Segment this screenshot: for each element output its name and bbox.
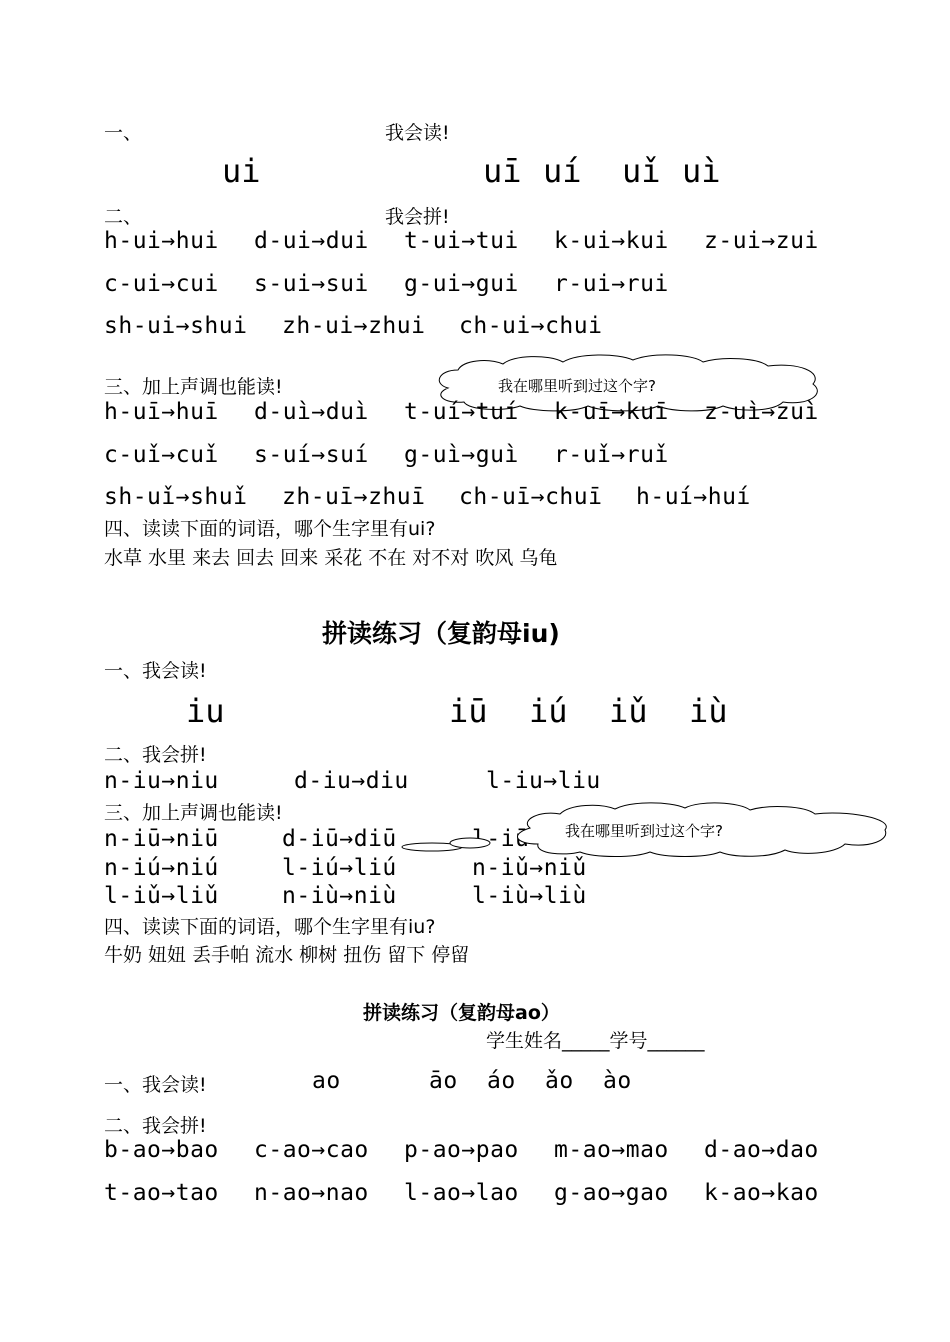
spell-item: g-ui→gui [404, 271, 519, 297]
tone-item: sh-uǐ→shuǐ [104, 484, 248, 510]
spell-item: s-ui→sui [254, 271, 369, 297]
tone-item: l-iù→liù [472, 883, 587, 909]
spell-item: ch-ui→chui [459, 313, 603, 339]
spell-item: b-ao→bao [104, 1137, 219, 1163]
spell-item: zh-ui→zhui [282, 313, 426, 339]
tone-item: ch-uī→chuī [459, 484, 603, 510]
iu-tone-1: iū [449, 692, 488, 730]
ui-s2-title: 我会拼! [385, 206, 450, 228]
spell-item: n-iu→niu [104, 768, 219, 794]
iu-title: 拼读练习（复韵母iu) [322, 619, 560, 648]
ui-s1-label: 一、 [104, 122, 143, 144]
spell-item: k-ao→kao [704, 1180, 819, 1206]
cloud-2-text: 我在哪里听到过这个字? [565, 822, 723, 840]
tone-item: k-uī→kuī [554, 399, 669, 425]
spell-item: z-ui→zui [704, 228, 819, 254]
ao-student-line: 学生姓名_____学号______ [486, 1030, 705, 1052]
tone-item: l-iǔ→liǔ [104, 883, 219, 909]
spell-item: k-ui→kui [554, 228, 669, 254]
tone-item: n-iǔ→niǔ [472, 855, 587, 881]
spell-item: sh-ui→shui [104, 313, 248, 339]
ui-s2-label: 二、 [104, 206, 143, 228]
tone-item: l-iú→liú [282, 855, 397, 881]
spell-item: d-ao→dao [704, 1137, 819, 1163]
tone-item: d-uì→duì [254, 399, 369, 425]
ao-tone-4: ào [603, 1068, 632, 1094]
ui-tone-2: uí [543, 152, 582, 190]
iu-base-final: iu [186, 692, 225, 730]
tone-item: g-uì→guì [404, 442, 519, 468]
ui-tone-3: uǐ [622, 152, 661, 190]
tone-item: n-iú→niú [104, 855, 219, 881]
iu-tone-2: iú [529, 692, 568, 730]
ui-s4-title: 四、读读下面的词语，哪个生字里有ui? [104, 518, 436, 540]
tone-item: z-uì→zuì [704, 399, 819, 425]
ao-s2-title: 二、我会拼! [104, 1115, 207, 1137]
tone-item: r-uǐ→ruǐ [554, 442, 669, 468]
iu-s1-title: 一、我会读! [104, 660, 207, 682]
tone-item: n-iū→niū [104, 826, 219, 852]
iu-words: 牛奶 妞妞 丢手帕 流水 柳树 扭伤 留下 停留 [104, 944, 470, 966]
tone-item: h-uí→huí [636, 484, 751, 510]
ui-base-final: ui [222, 152, 261, 190]
spell-item: n-ao→nao [254, 1180, 369, 1206]
ao-s1-title: 一、我会读! [104, 1074, 207, 1096]
tone-item: s-uí→suí [254, 442, 369, 468]
iu-s4-title: 四、读读下面的词语，哪个生字里有iu? [104, 916, 436, 938]
ui-s3-title: 三、加上声调也能读! [104, 376, 283, 398]
spell-item: h-ui→hui [104, 228, 219, 254]
spell-item: t-ui→tui [404, 228, 519, 254]
ui-words: 水草 水里 来去 回去 回来 采花 不在 对不对 吹风 乌龟 [104, 547, 558, 569]
ao-base-final: ao [312, 1068, 341, 1094]
spell-item: l-ao→lao [404, 1180, 519, 1206]
ao-tone-2: áo [487, 1068, 516, 1094]
tone-item: d-iū→diū [282, 826, 397, 852]
ao-tone-3: ǎo [545, 1068, 574, 1094]
spell-item: l-iu→liu [486, 768, 601, 794]
ao-tone-1: āo [429, 1068, 458, 1094]
tone-item: zh-uī→zhuī [282, 484, 426, 510]
spell-item: c-ao→cao [254, 1137, 369, 1163]
iu-tone-3: iǔ [609, 692, 648, 730]
tone-item: c-uǐ→cuǐ [104, 442, 219, 468]
tone-item: n-iù→niù [282, 883, 397, 909]
spell-item: d-ui→dui [254, 228, 369, 254]
spell-item: c-ui→cui [104, 271, 219, 297]
ui-tone-1: uī [483, 152, 522, 190]
iu-s3-title: 三、加上声调也能读! [104, 802, 283, 824]
ui-s1-title: 我会读! [385, 122, 450, 144]
ao-title: 拼读练习（复韵母ao） [363, 1002, 560, 1024]
cloud-1-text: 我在哪里听到过这个字? [498, 377, 656, 395]
iu-s2-title: 二、我会拼! [104, 744, 207, 766]
spell-item: g-ao→gao [554, 1180, 669, 1206]
tone-item: h-uī→huī [104, 399, 219, 425]
spell-item: m-ao→mao [554, 1137, 669, 1163]
ui-tone-4: uì [682, 152, 721, 190]
tone-item: t-uí→tuí [404, 399, 519, 425]
spell-item: d-iu→diu [294, 768, 409, 794]
spell-item: r-ui→rui [554, 271, 669, 297]
iu-tone-4: iù [689, 692, 728, 730]
spell-item: t-ao→tao [104, 1180, 219, 1206]
spell-item: p-ao→pao [404, 1137, 519, 1163]
